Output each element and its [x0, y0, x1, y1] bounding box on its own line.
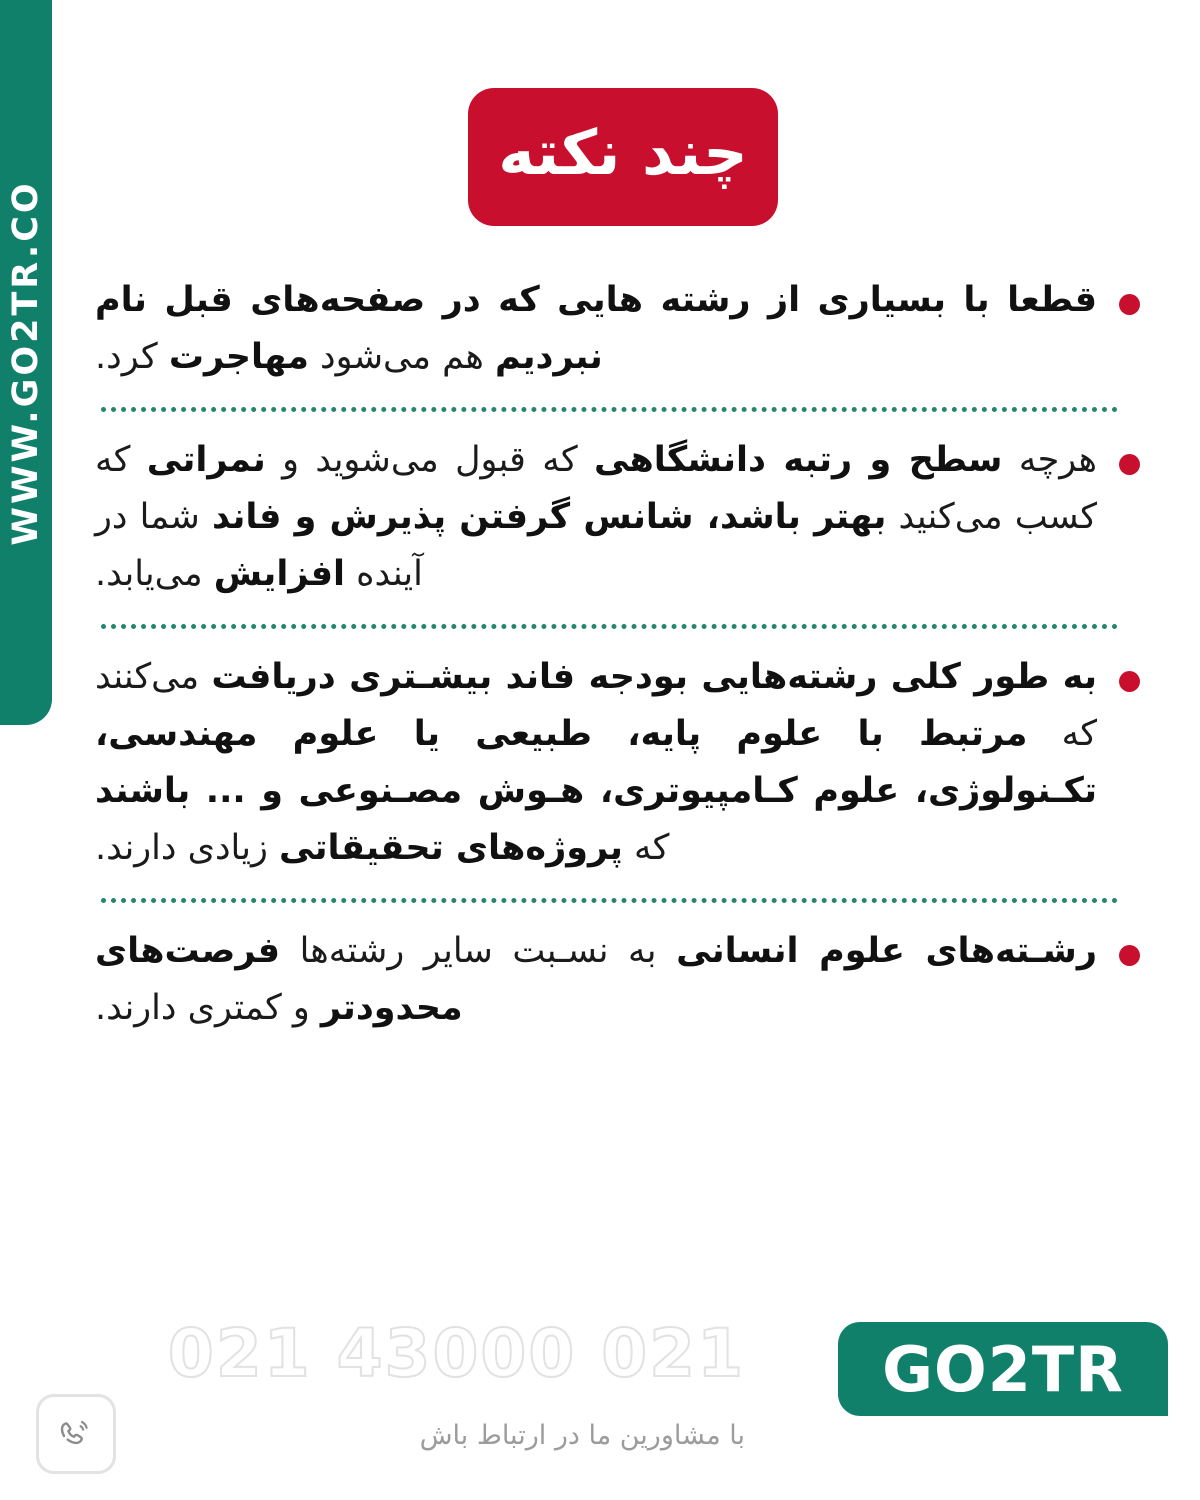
tips-list — [95, 272, 1140, 1037]
website-url-label: WWW.GO2TR.CO — [6, 179, 46, 546]
tip-text: قطعا با بسیاری از رشته هایی که در صفحه‌های قبل نام نبردیم هم می‌شود مهاجرت کرد. — [95, 280, 1097, 377]
bullet-dot-icon — [1119, 294, 1140, 315]
website-side-tab — [0, 0, 52, 725]
list-item — [95, 272, 1140, 385]
bullet-dot-icon — [1119, 671, 1140, 692]
phone-number: 021 43000 021 — [167, 1315, 745, 1392]
brand-logo-label: GO2TR — [882, 1332, 1124, 1406]
page-title: چند نکته — [498, 116, 748, 189]
list-item — [95, 923, 1140, 1036]
divider — [101, 898, 1118, 903]
tip-text: هرچه سطح و رتبه دانشگاهی که قبول می‌شوید و نمراتی که کسب می‌کنید بهتر باشد، شانس گرفتن پذیرش و فاند شما در آینده افزایش می‌یابد. — [95, 440, 1097, 594]
divider — [101, 624, 1118, 629]
contact-note: با مشاورین ما در ارتباط باش — [419, 1420, 745, 1451]
bullet-dot-icon — [1119, 454, 1140, 475]
tip-text: رشـته‌های علوم انسانی به نسـبت سایر رشته‌ها فرصت‌های محدودتر و کمتری دارند. — [95, 931, 1098, 1028]
brand-logo — [838, 1322, 1168, 1416]
phone-call-icon — [36, 1394, 116, 1474]
divider — [101, 407, 1118, 412]
bullet-dot-icon — [1119, 945, 1140, 966]
title-badge — [468, 88, 778, 226]
list-item — [95, 649, 1140, 876]
list-item — [95, 432, 1140, 602]
tip-text: به طور کلی رشته‌هایی بودجه فاند بیشـتری دریافت می‌کنند که مرتبط با علوم پایه، طبیعی یا علوم مهندسی، تکـنولوژی، علوم کـامپیوتری، هـوش مصـنوعی و ... باشند که پروژه‌های تحقیقاتی زیادی دارند. — [95, 657, 1097, 868]
